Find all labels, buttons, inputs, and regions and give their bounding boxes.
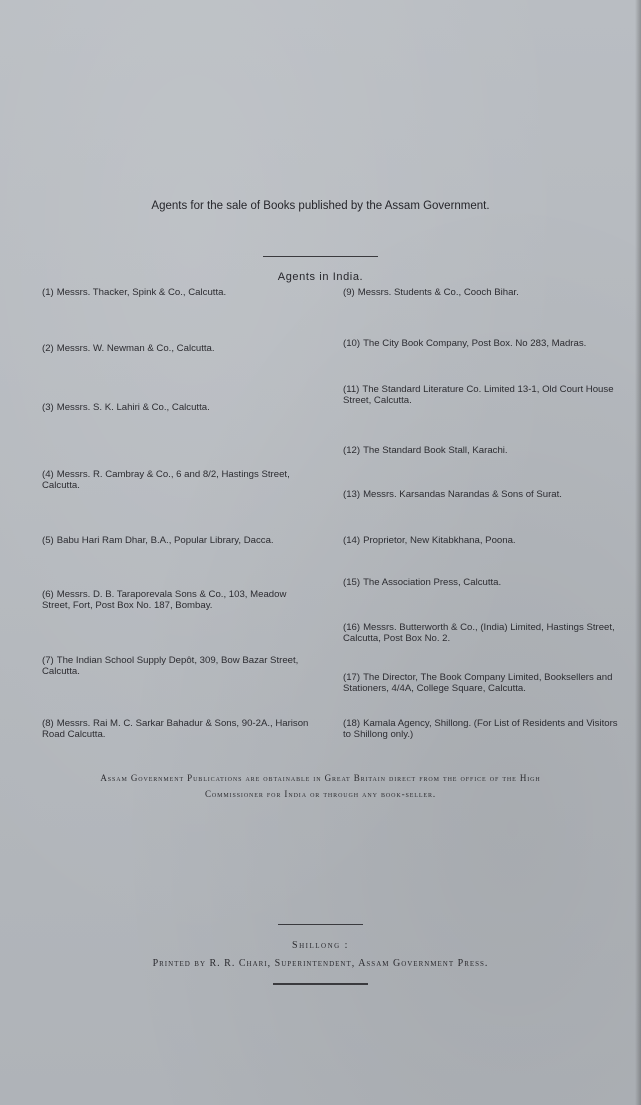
agent-text: Messrs. S. K. Lahiri & Co., Calcutta. (56, 402, 210, 413)
agent-entry-17 (343, 672, 628, 694)
agent-entry-14 (343, 535, 613, 546)
publications-note (0, 770, 641, 802)
agent-number: (5) (42, 535, 54, 546)
agent-number: (1) (42, 287, 54, 298)
agent-entry-4 (42, 469, 310, 491)
agent-text: Proprietor, New Kitabkhana, Poona. (363, 535, 516, 546)
agent-number: (14) (343, 535, 361, 546)
agent-number: (13) (343, 489, 361, 500)
agent-number: (2) (42, 343, 54, 354)
agents-subheading: Agents in India. (277, 271, 364, 283)
imprint-bottom-rule (273, 983, 368, 985)
heading-divider (263, 256, 378, 257)
agent-number: (17) (343, 672, 361, 683)
agent-entry-18 (343, 718, 628, 740)
agent-entry-6 (42, 589, 310, 611)
agent-number: (6) (42, 589, 54, 600)
agent-entry-13 (343, 489, 623, 500)
agent-number: (4) (42, 469, 54, 480)
agent-entry-10 (343, 338, 628, 349)
agent-text: The City Book Company, Post Box. No 283, Madras. (363, 338, 587, 349)
agent-number: (12) (343, 445, 361, 456)
agent-entry-3 (42, 402, 307, 413)
agent-entry-12 (343, 445, 613, 456)
agent-text: Messrs. D. B. Taraporevala Sons & Co., 103, Meadow Street, Fort, Post Box No. 187, Bombay. (42, 589, 287, 611)
agent-text: The Association Press, Calcutta. (363, 577, 502, 588)
publications-note-line-2: Commissioner for India or through any book-seller. (204, 789, 437, 799)
agent-text: The Standard Literature Co. Limited 13-1, Old Court House Street, Calcutta. (343, 384, 614, 406)
agent-number: (9) (343, 287, 355, 298)
agent-number: (16) (343, 622, 361, 633)
agent-text: The Director, The Book Company Limited, Booksellers and Stationers, 4/4A, College Square, Calcutta. (343, 672, 613, 694)
imprint-printer: Printed by R. R. Chari, Superintendent, Assam Government Press. (152, 958, 489, 969)
agent-text: Messrs. Thacker, Spink & Co., Calcutta. (56, 287, 227, 298)
publications-note-line-1: Assam Government Publications are obtainable in Great Britain direct from the office of the High (100, 773, 541, 783)
agent-text: The Indian School Supply Depôt, 309, Bow Bazar Street, Calcutta. (42, 655, 299, 677)
agent-text: The Standard Book Stall, Karachi. (363, 445, 508, 456)
agent-number: (11) (343, 384, 360, 395)
agent-entry-16 (343, 622, 625, 644)
agent-number: (15) (343, 577, 361, 588)
agent-text: Babu Hari Ram Dhar, B.A., Popular Library, Dacca. (56, 535, 274, 546)
imprint-divider (278, 924, 363, 925)
agent-number: (8) (42, 718, 54, 729)
agent-entry-5 (42, 535, 322, 546)
agent-number: (7) (42, 655, 54, 666)
agent-entry-11 (343, 384, 628, 406)
agent-text: Messrs. Butterworth & Co., (India) Limited, Hastings Street, Calcutta, Post Box No. 2. (343, 622, 615, 644)
agent-number: (10) (343, 338, 361, 349)
agent-text: Messrs. Karsandas Narandas & Sons of Surat. (363, 489, 562, 500)
agent-number: (3) (42, 402, 54, 413)
agent-entry-8 (42, 718, 312, 740)
agent-number: (18) (343, 718, 361, 729)
agent-entry-9 (343, 287, 613, 298)
agent-text: Messrs. W. Newman & Co., Calcutta. (56, 343, 215, 354)
agent-text: Messrs. Rai M. C. Sarkar Bahadur & Sons, 90-2A., Harison Road Calcutta. (42, 718, 309, 740)
agent-entry-15 (343, 577, 613, 588)
agent-text: Messrs. R. Cambray & Co., 6 and 8/2, Hastings Street, Calcutta. (42, 469, 290, 491)
agent-text: Messrs. Students & Co., Cooch Bihar. (357, 287, 519, 298)
agent-entry-2 (42, 343, 307, 354)
agent-text: Kamala Agency, Shillong. (For List of Residents and Visitors to Shillong only.) (343, 718, 618, 740)
page-heading: Agents for the sale of Books published by the Assam Government. (151, 200, 490, 212)
imprint-place: Shillong : (292, 940, 349, 951)
agent-entry-1 (42, 287, 307, 298)
agent-entry-7 (42, 655, 310, 677)
